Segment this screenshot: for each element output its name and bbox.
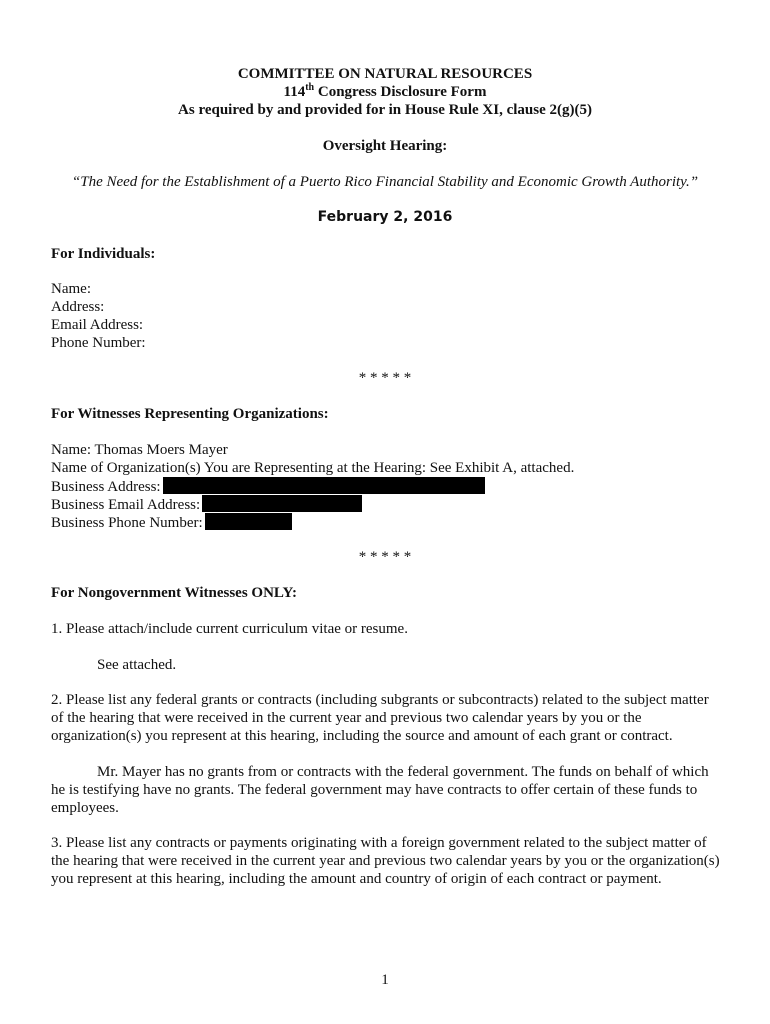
house-rule-line: As required by and provided for in House Rule XI, clause 2(g)(5)	[178, 102, 592, 118]
individual-address-label: Address:	[51, 299, 105, 315]
redaction-block	[163, 477, 485, 494]
answer-2: Mr. Mayer has no grants from or contracts with the federal government. The funds on behalf of which he is testifying have no grants. The federal government may have contracts to offer certain of these funds to employees.	[51, 764, 709, 816]
page-number: 1	[381, 972, 389, 988]
individual-phone-label: Phone Number:	[51, 335, 146, 351]
nongovernment-heading: For Nongovernment Witnesses ONLY:	[51, 585, 297, 601]
hearing-type: Oversight Hearing:	[322, 138, 448, 154]
business-address-row	[51, 477, 485, 496]
individual-name-label: Name:	[51, 281, 91, 297]
individual-email-label: Email Address:	[51, 317, 144, 333]
congress-superscript: th	[305, 82, 315, 93]
committee-title: COMMITTEE ON NATURAL RESOURCES	[237, 66, 533, 82]
individuals-heading: For Individuals:	[51, 246, 156, 262]
business-phone-row	[51, 513, 292, 532]
business-address-label: Business Address:	[51, 479, 161, 495]
section-separator: * * * * *	[358, 370, 412, 386]
business-email-row	[51, 495, 362, 514]
redaction-block	[202, 495, 362, 512]
form-title	[0, 83, 770, 101]
question-2: 2. Please list any federal grants or contracts (including subgrants or subcontracts) related to the subject matter of the hearing that were received in the current year and previous two calendar years by you or the organization(s) you represent at this hearing, including the source and amount of each grant or contract.	[51, 692, 709, 744]
question-1: 1. Please attach/include current curriculum vitae or resume.	[51, 621, 408, 637]
question-3: 3. Please list any contracts or payments originating with a foreign government related to the subject matter of the hearing that were received in the current year and previous two calendar years by you or the organization(s) you represent at this hearing, including the amount and country of origin of each contract or payment.	[51, 835, 720, 887]
form-title-rest: Congress Disclosure Form	[314, 84, 487, 100]
organizations-heading: For Witnesses Representing Organizations:	[51, 406, 329, 422]
business-email-label: Business Email Address:	[51, 497, 201, 513]
section-separator: * * * * *	[358, 549, 412, 565]
congress-number: 114	[283, 84, 306, 100]
hearing-date: February 2, 2016	[317, 209, 453, 225]
redaction-block	[205, 513, 292, 530]
business-phone-label: Business Phone Number:	[51, 515, 203, 531]
hearing-title: “The Need for the Establishment of a Puerto Rico Financial Stability and Economic Growth Authority.”	[71, 174, 699, 190]
organization-name: Name of Organization(s) You are Representing at the Hearing: See Exhibit A, attached.	[51, 460, 575, 476]
answer-1: See attached.	[97, 657, 177, 673]
witness-name: Name: Thomas Moers Mayer	[51, 442, 228, 458]
